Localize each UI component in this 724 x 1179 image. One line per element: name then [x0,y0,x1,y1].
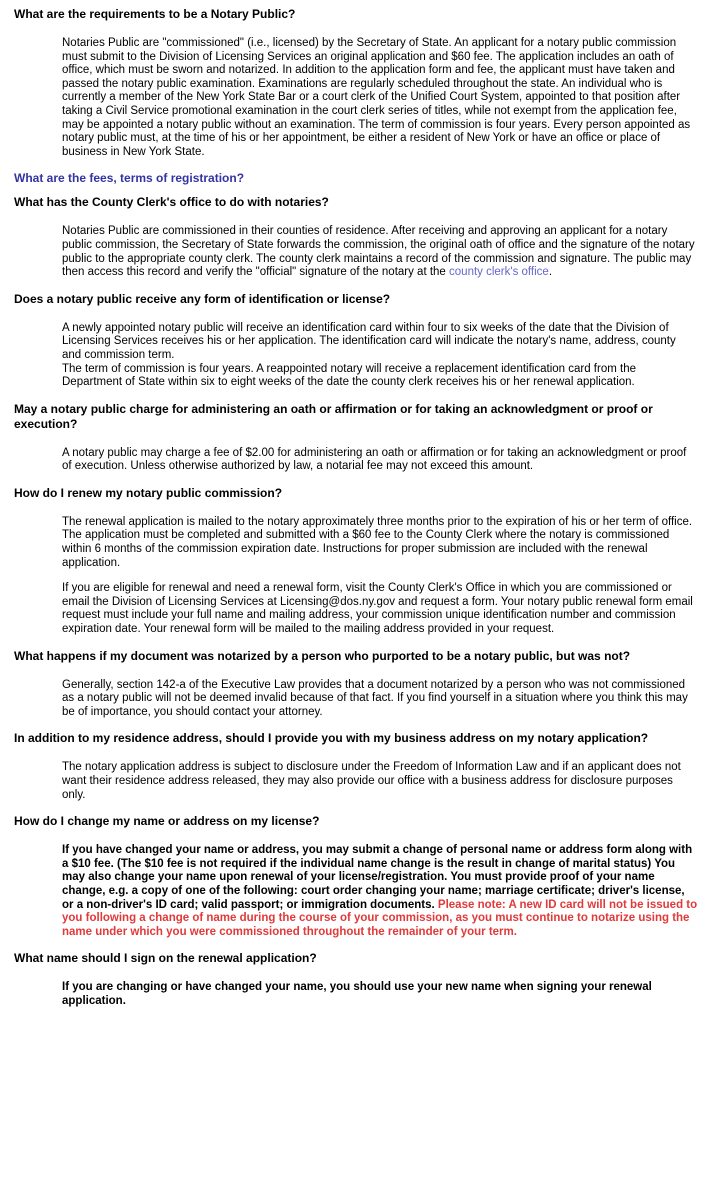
faq-answer-identification [62,322,698,390]
answer-text-before-link: Notaries Public are commissioned in their counties of residence. After receiving and approving an applicant for a notary public commission, the Secretary of State forwards the commission, the original oath of office and the signature of the notary public to the appropriate county clerk. The county clerk maintains a record of the commission and signature. The public may then access this record and verify the "official" signature of the notary at the [62,225,695,279]
faq-answer-county-clerk [62,225,698,279]
faq-section-identification [14,292,708,390]
faq-section-county-clerk [14,195,708,279]
answer-text-after-link: . [548,266,553,279]
faq-question-purported-notary: What happens if my document was notarized by a person who purported to be a notary public, but was not? [14,648,631,663]
answer-line-1: A newly appointed notary public will receive an identification card within four to six weeks of the date that the Division of Licensing Services receives his or her application. The identification card will indicate the notary's name, address, county and commission term. [62,321,676,361]
faq-answer-charge-fee: A notary public may charge a fee of $2.00 for administering an oath or affirmation or for taking an acknowledgment or proof of execution. Unless otherwise authorized by law, a notarial fee may not exceed this amount. [62,446,687,473]
faq-answer-business-address: The notary application address is subject to disclosure under the Freedom of Information Law and if an applicant does not want their residence address released, they may also provide our office with a business address for disclosure purposes only. [62,761,681,801]
faq-answer-requirements: Notaries Public are "commissioned" (i.e., licensed) by the Secretary of State. An applicant for a notary public commission must submit to the Division of Licensing Services an original application and $60 fee. The application includes an oath of office, which must be sworn and notarized. In addition to the application form and fee, the applicant must have taken and passed the notary public examination. Examinations are regularly scheduled throughout the state. An individual who is currently a member of the New York State Bar or a court clerk of the Unified Court System, appointed to that position after taking a Civil Service promotional examination in the court clerk series of titles, while not exempt from the application fee, may be appointed a notary public without an examination. The term of commission is four years. Every person appointed as notary public must, at the time of his or her appointment, be either a resident of New York or have an office or place of business in New York State. [62,37,691,158]
faq-question-requirements: What are the requirements to be a Notary Public? [14,7,296,21]
faq-question-signature-name: What name should I sign on the renewal application? [14,951,317,966]
county-clerks-office-link[interactable]: county clerk's office [449,266,549,279]
faq-answer-renew-para1: The renewal application is mailed to the notary approximately three months prior to the expiration of his or her term of office. The application must be completed and submitted with a $60 fee to the County Clerk where the notary is commissioned within 6 months of the commission expiration date. Instructions for proper submission are included with the renewal application. [62,515,693,569]
faq-answer-signature-name: If you are changing or have changed your name, you should use your new name when signing your renewal application. [62,981,652,1007]
faq-section-name-change [14,814,708,939]
faq-question-county-clerk: What has the County Clerk's office to do with notaries? [14,195,329,210]
faq-section-business-address [14,731,708,802]
faq-question-identification: Does a notary public receive any form of identification or license? [14,291,391,306]
faq-section-requirements [14,7,708,159]
faq-section-purported-notary [14,649,708,720]
fees-terms-registration-link[interactable]: What are the fees, terms of registration? [14,171,245,186]
answer-line-2: The term of commission is four years. A reappointed notary will receive a replacement identification card from the Department of State within six to eight weeks of the date the county clerk receives his or her renewal application. [62,362,636,389]
id-card-warning-text: Please note: A new ID card will not be issued to you following a change of name during the course of your commission, as you must continue to notarize using the name under which you were commissioned throughout the remainder of your term. [62,898,698,938]
faq-section-fees-terms [14,171,708,186]
faq-answer-name-change [62,844,698,939]
name-change-instructions: If you have changed your name or address, you may submit a change of personal name or address form along with a $10 fee. (The $10 fee is not required if the individual name change is the result in change of marital status) You may also change your name upon renewal of your license/registration. You must provide proof of your name change, e.g. a copy of one of the following: court order changing your name; marriage certificate; driver's license, or a non-driver's ID card; valid passport; or immigration documents. [62,844,693,911]
faq-question-name-change: How do I change my name or address on my license? [14,814,320,829]
faq-question-business-address: In addition to my residence address, should I provide you with my business address on my notary application? [14,731,649,746]
faq-section-renew [14,486,708,637]
faq-section-charge-fee [14,402,708,474]
faq-section-signature-name [14,951,708,1008]
faq-answer-renew-para2: If you are eligible for renewal and need a renewal form, visit the County Clerk's Office in which you are commissioned or email the Division of Licensing Services at Licensing@dos.ny.gov and request a form. Your notary public renewal form email request must include your full name and mailing address, your commission unique identification number and commission expiration date. Your renewal form will be mailed to the mailing address provided in your request. [62,582,693,636]
faq-question-renew: How do I renew my notary public commission? [14,485,283,500]
faq-answer-purported-notary: Generally, section 142-a of the Executive Law provides that a document notarized by a person who was not commissioned as a notary public will not be deemed invalid because of that fact. If you find yourself in a situation where you think this may be of importance, you should contact your attorney. [62,678,688,718]
faq-question-charge-fee: May a notary public charge for administering an oath or affirmation or for taking an acknowledgment or proof or execution? [14,401,653,431]
